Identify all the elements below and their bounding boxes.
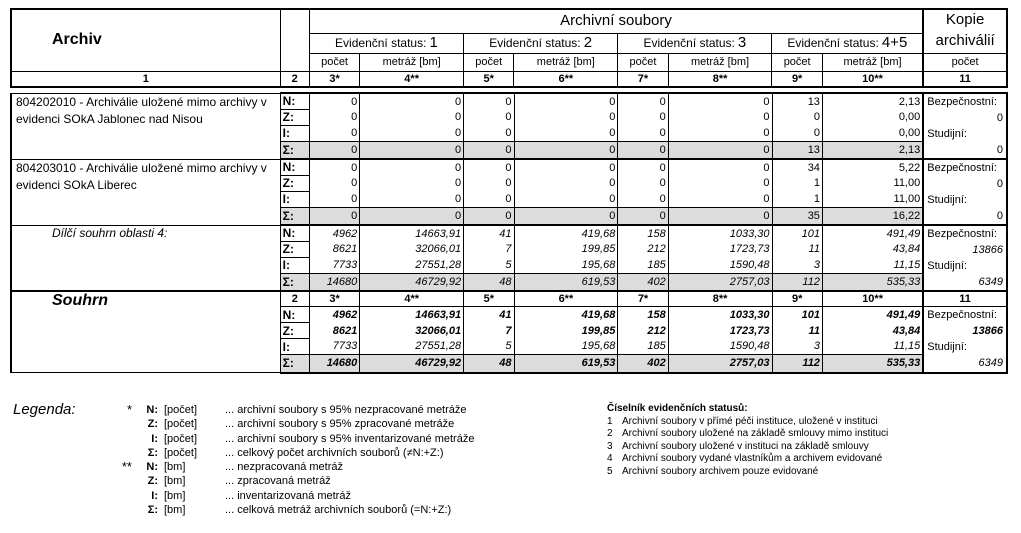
meter-cell: 14663,91 — [360, 225, 464, 241]
legend-key: I: — [151, 489, 158, 502]
count-cell: 48 — [464, 273, 514, 291]
count-cell: 402 — [618, 355, 668, 373]
legend-mark: ** — [121, 459, 132, 475]
meter-cell: 1590,48 — [668, 257, 772, 273]
legend-description: ... celková metráž archivních souborů (=N:+Z:) — [225, 504, 452, 517]
count-cell: 0 — [464, 191, 514, 207]
legend-description: ... celkový počet archivních souborů (≠N:+Z:) — [225, 446, 444, 459]
count-cell: 0 — [618, 191, 668, 207]
row-label: Σ: — [280, 355, 309, 373]
row-label: Σ: — [280, 207, 309, 225]
codebook-item — [607, 466, 888, 479]
count-cell: 0 — [309, 141, 359, 159]
status-45-header: Evidenční status: 4+5 — [772, 33, 923, 53]
legend-description: ... archivní soubory s 95% zpracované metráže — [225, 418, 455, 431]
legend-mark — [111, 446, 135, 460]
count-cell: 35 — [772, 207, 822, 225]
row-label: I: — [280, 339, 309, 355]
row-label: N: — [280, 225, 309, 241]
codebook-item — [607, 453, 888, 466]
count-cell: 0 — [618, 141, 668, 159]
legend-description: ... inventarizovaná metráž — [225, 489, 351, 502]
count-cell: 3 — [772, 339, 822, 355]
count-cell: 0 — [309, 175, 359, 191]
bezpecnostni-value: 13866 — [972, 325, 1003, 337]
legend-mark — [111, 432, 135, 446]
count-cell: 8621 — [309, 241, 359, 257]
codebook-number: 5 — [607, 465, 613, 477]
meter-cell: 0 — [514, 93, 618, 109]
meter-cell: 0 — [514, 159, 618, 175]
legend-mark — [111, 489, 135, 503]
bezpecnostni-value: 0 — [996, 112, 1003, 124]
meter-cell: 0 — [360, 125, 464, 141]
count-cell: 11 — [772, 241, 822, 257]
archive-body-table — [10, 92, 1008, 374]
count-cell: 101 — [772, 225, 822, 241]
summary-name: Souhrn — [11, 291, 280, 373]
legend-mark — [111, 503, 135, 517]
column-number: 4** — [360, 291, 464, 307]
meter-cell: 0 — [668, 175, 772, 191]
row-label: N: — [280, 307, 309, 323]
column-number: 3* — [309, 291, 359, 307]
codebook-number: 3 — [607, 440, 613, 452]
count-cell: 13 — [772, 141, 822, 159]
count-cell: 185 — [618, 339, 668, 355]
metraz-header: metráž [bm] — [360, 53, 464, 71]
count-cell: 0 — [309, 207, 359, 225]
count-cell: 0 — [464, 175, 514, 191]
count-cell: 14680 — [309, 355, 359, 373]
summary-column-numbers-row — [11, 291, 1007, 307]
legend — [10, 403, 477, 517]
count-cell: 112 — [772, 273, 822, 291]
count-cell: 0 — [309, 109, 359, 125]
count-cell: 3 — [772, 257, 822, 273]
meter-cell: 0 — [668, 93, 772, 109]
row-label: Σ: — [280, 273, 309, 291]
count-cell: 4962 — [309, 225, 359, 241]
column-numbers-row: 1 2 3* 4** 5* 6** 7* 8** 9* 10** 11 — [11, 71, 1007, 87]
row-label: Z: — [280, 323, 309, 339]
count-cell: 41 — [464, 225, 514, 241]
meter-cell: 2757,03 — [668, 273, 772, 291]
row-label: Z: — [280, 175, 309, 191]
count-cell: 34 — [772, 159, 822, 175]
legend-key: N: — [146, 461, 158, 474]
legend-key: N: — [146, 404, 158, 416]
row-label: N: — [280, 93, 309, 109]
legend-description: ... archivní soubory s 95% inventarizované metráže — [225, 432, 475, 445]
count-cell: 0 — [309, 93, 359, 109]
meter-cell: 11,15 — [822, 339, 923, 355]
archive-name: 804202010 - Archiválie uložené mimo archivy v evidenci SOkA Jablonec nad Nisou — [11, 93, 280, 159]
meter-cell: 46729,92 — [360, 355, 464, 373]
count-cell: 0 — [464, 159, 514, 175]
legend-key: Σ: — [147, 446, 158, 459]
status-1-header: Evidenční status: 1 — [309, 33, 463, 53]
kopie-cell — [923, 307, 1007, 373]
column-number: 8** — [668, 291, 772, 307]
count-cell: 158 — [618, 225, 668, 241]
meter-cell: 0 — [360, 93, 464, 109]
meter-cell: 0 — [668, 141, 772, 159]
legend-description: ... zpracovaná metráž — [225, 475, 331, 488]
meter-cell: 1723,73 — [668, 241, 772, 257]
legend-key: Σ: — [147, 504, 158, 517]
studijni-label: Studijní: — [927, 194, 967, 206]
archiv-title: Archiv — [52, 30, 102, 48]
count-cell: 14680 — [309, 273, 359, 291]
pocet-header: počet — [309, 53, 359, 71]
legend-unit: [počet] — [164, 446, 198, 459]
status-3-header: Evidenční status: 3 — [618, 33, 772, 53]
meter-cell: 0 — [668, 207, 772, 225]
kopie-cell — [923, 225, 1007, 291]
meter-cell: 0 — [668, 109, 772, 125]
count-cell: 13 — [772, 93, 822, 109]
codebook-text: Archivní soubory v přímé péči instituce, uložené v instituci — [622, 415, 878, 427]
codebook-item — [607, 441, 888, 454]
count-cell: 1 — [772, 175, 822, 191]
data-row — [11, 93, 1007, 109]
meter-cell: 1033,30 — [668, 225, 772, 241]
count-cell: 41 — [464, 307, 514, 323]
count-cell: 0 — [772, 125, 822, 141]
count-cell: 4962 — [309, 307, 359, 323]
metraz-header: metráž [bm] — [668, 53, 772, 71]
meter-cell: 27551,28 — [360, 257, 464, 273]
codebook-text: Archivní soubory vydané vlastníkům a archivem evidované — [622, 453, 883, 464]
count-cell: 8621 — [309, 323, 359, 339]
kopie-cell — [923, 159, 1007, 225]
meter-cell: 27551,28 — [360, 339, 464, 355]
meter-cell: 2,13 — [822, 93, 923, 109]
meter-cell: 0 — [514, 207, 618, 225]
meter-cell: 43,84 — [822, 323, 923, 339]
meter-cell: 2,13 — [822, 141, 923, 159]
row-label: Z: — [280, 241, 309, 257]
codebook-text: Archivní soubory archivem pouze evidované — [622, 465, 819, 477]
legend-key: Z: — [147, 475, 158, 488]
count-cell: 0 — [464, 109, 514, 125]
legend-mark — [111, 417, 135, 431]
bezpecnostni-label: Bezpečnostní: — [927, 96, 997, 108]
row-label: Σ: — [280, 141, 309, 159]
meter-cell: 619,53 — [514, 355, 618, 373]
codebook-text: Archivní soubory uložené na základě smlouvy mimo instituci — [622, 428, 889, 439]
count-cell: 0 — [309, 159, 359, 175]
count-cell: 101 — [772, 307, 822, 323]
meter-cell: 11,15 — [822, 257, 923, 273]
meter-cell: 0,00 — [822, 125, 923, 141]
studijni-value: 6349 — [978, 276, 1003, 288]
bezpecnostni-label: Bezpečnostní: — [927, 309, 997, 321]
studijni-label: Studijní: — [927, 260, 967, 272]
bezpecnostni-value: 13866 — [972, 244, 1003, 256]
legend-unit: [počet] — [164, 404, 198, 416]
legend-unit: [počet] — [164, 432, 198, 445]
meter-cell: 535,33 — [822, 273, 923, 291]
count-cell: 185 — [618, 257, 668, 273]
count-cell: 0 — [618, 109, 668, 125]
legend-unit: [počet] — [164, 418, 198, 431]
count-cell: 7 — [464, 323, 514, 339]
count-cell: 48 — [464, 355, 514, 373]
count-cell: 0 — [618, 159, 668, 175]
count-cell: 0 — [618, 93, 668, 109]
column-number: 5* — [464, 291, 514, 307]
row-label: I: — [280, 191, 309, 207]
count-cell: 158 — [618, 307, 668, 323]
column-number: 7* — [618, 291, 668, 307]
legend-title: Legenda: — [13, 401, 76, 418]
pocet-header: počet — [618, 53, 668, 71]
kopie-values — [924, 307, 1006, 371]
meter-cell: 11,00 — [822, 175, 923, 191]
meter-cell: 1033,30 — [668, 307, 772, 323]
meter-cell: 46729,92 — [360, 273, 464, 291]
legend-unit: [bm] — [164, 475, 186, 488]
codebook-number: 1 — [607, 415, 613, 427]
metraz-header: metráž [bm] — [514, 53, 618, 71]
count-cell: 0 — [309, 125, 359, 141]
archiv-header — [11, 9, 280, 71]
count-cell: 0 — [464, 141, 514, 159]
count-cell: 5 — [464, 339, 514, 355]
meter-cell: 419,68 — [514, 225, 618, 241]
legend-key: I: — [151, 432, 158, 445]
count-cell: 0 — [618, 207, 668, 225]
kopie-title: Kopie archiválií — [935, 11, 995, 50]
archive-table — [10, 8, 1008, 88]
legend-mark: * — [126, 402, 132, 417]
meter-cell: 619,53 — [514, 273, 618, 291]
row-label: Z: — [280, 109, 309, 125]
meter-cell: 0 — [360, 175, 464, 191]
status-2-header: Evidenční status: 2 — [464, 33, 618, 53]
count-cell: 402 — [618, 273, 668, 291]
legend-item — [10, 403, 477, 417]
pocet-header: počet — [923, 53, 1007, 71]
codebook-number: 4 — [607, 453, 613, 464]
legend-unit: [bm] — [164, 461, 186, 474]
meter-cell: 195,68 — [514, 339, 618, 355]
meter-cell: 11,00 — [822, 191, 923, 207]
codebook-number: 2 — [607, 428, 613, 439]
count-cell: 0 — [309, 191, 359, 207]
kopie-values — [924, 160, 1006, 224]
bezpecnostni-value: 0 — [996, 178, 1003, 190]
count-cell: 0 — [772, 109, 822, 125]
kopie-cell — [923, 93, 1007, 159]
count-cell: 11 — [772, 323, 822, 339]
archivni-soubory-header — [309, 9, 923, 33]
legend-unit: [bm] — [164, 489, 186, 502]
meter-cell: 535,33 — [822, 355, 923, 373]
meter-cell: 199,85 — [514, 323, 618, 339]
meter-cell: 0 — [668, 191, 772, 207]
metraz-header: metráž [bm] — [822, 53, 923, 71]
subtotal-name: Dílčí souhrn oblasti 4: — [11, 225, 280, 291]
meter-cell: 195,68 — [514, 257, 618, 273]
legend-unit: [bm] — [164, 504, 186, 517]
kopie-values — [924, 226, 1006, 290]
pocet-header: počet — [772, 53, 822, 71]
meter-cell: 0,00 — [822, 109, 923, 125]
bezpecnostni-label: Bezpečnostní: — [927, 228, 997, 240]
meter-cell: 1723,73 — [668, 323, 772, 339]
count-cell: 0 — [618, 125, 668, 141]
pocet-header: počet — [464, 53, 514, 71]
codebook-item — [607, 416, 888, 429]
count-cell: 1 — [772, 191, 822, 207]
column-number: 10** — [822, 291, 923, 307]
data-row — [11, 159, 1007, 175]
meter-cell: 0 — [360, 109, 464, 125]
count-cell: 112 — [772, 355, 822, 373]
row-label: I: — [280, 125, 309, 141]
codebook-text: Archivní soubory uložené v instituci na základě smlouvy — [622, 440, 869, 452]
meter-cell: 0 — [360, 159, 464, 175]
column-number: 9* — [772, 291, 822, 307]
count-cell: 0 — [464, 125, 514, 141]
archive-name: 804203010 - Archiválie uložené mimo archivy v evidenci SOkA Liberec — [11, 159, 280, 225]
count-cell: 7733 — [309, 257, 359, 273]
count-cell: 0 — [464, 207, 514, 225]
meter-cell: 0 — [360, 141, 464, 159]
meter-cell: 0 — [668, 125, 772, 141]
studijni-value: 0 — [996, 210, 1003, 222]
count-cell: 212 — [618, 323, 668, 339]
codebook-item — [607, 428, 888, 441]
meter-cell: 0 — [514, 175, 618, 191]
studijni-value: 6349 — [978, 357, 1003, 369]
meter-cell: 491,49 — [822, 307, 923, 323]
column-number: 11 — [923, 291, 1007, 307]
codebook-title: Číselník evidenčních statusů: — [607, 403, 748, 414]
meter-cell: 32066,01 — [360, 323, 464, 339]
studijni-label: Studijní: — [927, 128, 967, 140]
meter-cell: 14663,91 — [360, 307, 464, 323]
meter-cell: 2757,03 — [668, 355, 772, 373]
meter-cell: 1590,48 — [668, 339, 772, 355]
meter-cell: 0 — [514, 191, 618, 207]
legend-mark — [111, 474, 135, 488]
meter-cell: 0 — [514, 109, 618, 125]
meter-cell: 16,22 — [822, 207, 923, 225]
count-cell: 7733 — [309, 339, 359, 355]
column-number: 6** — [514, 291, 618, 307]
kopie-values — [924, 94, 1006, 158]
row-label: I: — [280, 257, 309, 273]
count-cell: 5 — [464, 257, 514, 273]
count-cell: 7 — [464, 241, 514, 257]
studijni-label: Studijní: — [927, 341, 967, 353]
data-row — [11, 225, 1007, 241]
count-cell: 0 — [464, 93, 514, 109]
kopie-header — [923, 9, 1007, 53]
meter-cell: 32066,01 — [360, 241, 464, 257]
meter-cell: 0 — [360, 207, 464, 225]
meter-cell: 491,49 — [822, 225, 923, 241]
legend-description: ... nezpracovaná metráž — [225, 461, 344, 474]
status-codebook — [607, 403, 888, 478]
count-cell: 212 — [618, 241, 668, 257]
count-cell: 0 — [618, 175, 668, 191]
meter-cell: 419,68 — [514, 307, 618, 323]
bezpecnostni-label: Bezpečnostní: — [927, 162, 997, 174]
meter-cell: 5,22 — [822, 159, 923, 175]
legend-description: ... archivní soubory s 95% nezpracované metráže — [225, 404, 467, 416]
meter-cell: 0 — [668, 159, 772, 175]
meter-cell: 43,84 — [822, 241, 923, 257]
studijni-value: 0 — [996, 144, 1003, 156]
meter-cell: 199,85 — [514, 241, 618, 257]
row-label: N: — [280, 159, 309, 175]
archivni-soubory-title: Archivní soubory — [560, 11, 672, 29]
column-number: 2 — [280, 291, 309, 307]
meter-cell: 0 — [360, 191, 464, 207]
meter-cell: 0 — [514, 125, 618, 141]
legend-key: Z: — [147, 418, 158, 431]
meter-cell: 0 — [514, 141, 618, 159]
